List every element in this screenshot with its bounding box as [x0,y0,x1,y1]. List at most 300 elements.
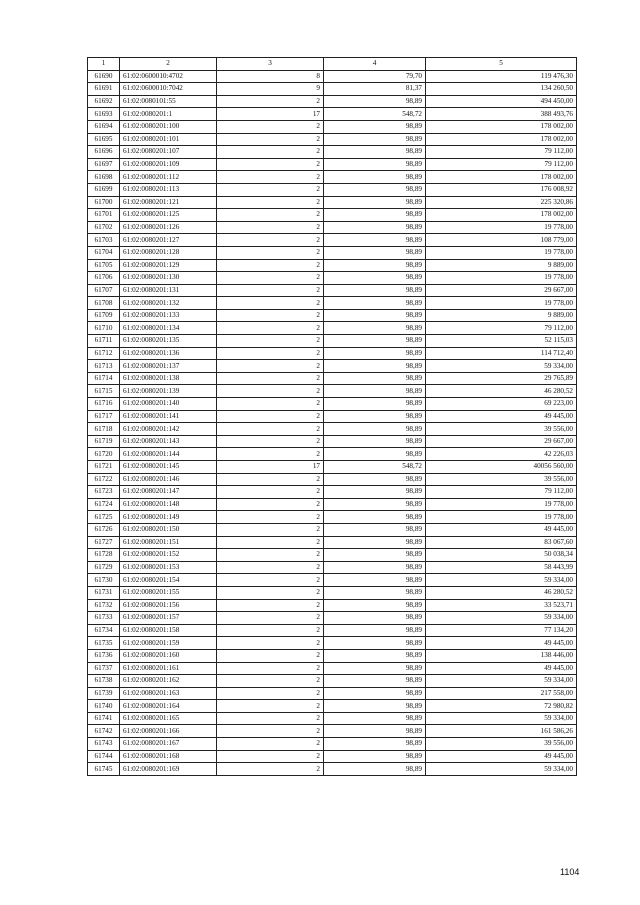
count-cell: 2 [217,649,324,662]
table-row [88,473,577,486]
value-cell: 39 556,00 [426,423,577,436]
table-row [88,95,577,108]
row-number-cell: 61698 [88,171,120,184]
value-cell: 176 008,92 [426,183,577,196]
row-number-cell: 61699 [88,183,120,196]
value-cell: 50 038,34 [426,549,577,562]
count-cell: 2 [217,599,324,612]
cadastral-number-cell: 61:02:0080201:146 [120,473,217,486]
table-row [88,246,577,259]
value-cell: 79 112,00 [426,322,577,335]
value-cell: 19 778,00 [426,246,577,259]
row-number-cell: 61719 [88,435,120,448]
cadastral-number-cell: 61:02:0080201:140 [120,398,217,411]
cadastral-number-cell: 61:02:0080201:142 [120,423,217,436]
value-cell: 39 556,00 [426,738,577,751]
row-number-cell: 61706 [88,272,120,285]
count-cell: 2 [217,700,324,713]
row-number-cell: 61710 [88,322,120,335]
cadastral-number-cell: 61:02:0080201:147 [120,486,217,499]
row-number-cell: 61714 [88,372,120,385]
area-cell: 98,89 [324,309,426,322]
cadastral-number-cell: 61:02:0080201:156 [120,599,217,612]
count-cell: 2 [217,523,324,536]
cadastral-number-cell: 61:02:0080201:152 [120,549,217,562]
count-cell: 2 [217,763,324,776]
count-cell: 17 [217,108,324,121]
row-number-cell: 61737 [88,662,120,675]
count-cell: 2 [217,637,324,650]
count-cell: 2 [217,297,324,310]
cadastral-number-cell: 61:02:0080201:154 [120,574,217,587]
cadastral-number-cell: 61:02:0080201:139 [120,385,217,398]
cadastral-number-cell: 61:02:0600010:7042 [120,83,217,96]
row-number-cell: 61690 [88,70,120,83]
row-number-cell: 61691 [88,83,120,96]
cadastral-number-cell: 61:02:0080201:167 [120,738,217,751]
area-cell: 548,72 [324,108,426,121]
row-number-cell: 61704 [88,246,120,259]
row-number-cell: 61707 [88,284,120,297]
count-cell: 2 [217,423,324,436]
value-cell: 59 334,00 [426,612,577,625]
row-number-cell: 61692 [88,95,120,108]
row-number-cell: 61742 [88,725,120,738]
area-cell: 98,89 [324,649,426,662]
area-cell: 98,89 [324,347,426,360]
area-cell: 98,89 [324,574,426,587]
row-number-cell: 61716 [88,398,120,411]
area-cell: 98,89 [324,297,426,310]
column-header-5: 5 [426,58,577,71]
row-number-cell: 61708 [88,297,120,310]
table-row [88,461,577,474]
table-row [88,410,577,423]
value-cell: 29 765,89 [426,372,577,385]
count-cell: 2 [217,284,324,297]
cadastral-number-cell: 61:02:0080201:132 [120,297,217,310]
row-number-cell: 61740 [88,700,120,713]
area-cell: 98,89 [324,662,426,675]
table-row [88,536,577,549]
row-number-cell: 61743 [88,738,120,751]
count-cell: 2 [217,146,324,159]
value-cell: 217 558,00 [426,687,577,700]
cadastral-number-cell: 61:02:0080201:138 [120,372,217,385]
value-cell: 19 778,00 [426,498,577,511]
row-number-cell: 61697 [88,158,120,171]
table-row [88,662,577,675]
count-cell: 2 [217,750,324,763]
page-number: 1104 [560,867,580,877]
value-cell: 40056 560,00 [426,461,577,474]
value-cell: 58 443,99 [426,561,577,574]
cadastral-number-cell: 61:02:0080201:121 [120,196,217,209]
row-number-cell: 61745 [88,763,120,776]
area-cell: 98,89 [324,221,426,234]
count-cell: 2 [217,624,324,637]
table-row [88,599,577,612]
value-cell: 59 334,00 [426,763,577,776]
table-row [88,284,577,297]
table-row [88,763,577,776]
area-cell: 98,89 [324,272,426,285]
cadastral-number-cell: 61:02:0080201:166 [120,725,217,738]
table-row [88,675,577,688]
cadastral-number-cell: 61:02:0080201:133 [120,309,217,322]
table-row [88,70,577,83]
area-cell: 98,89 [324,536,426,549]
cadastral-number-cell: 61:02:0080201:151 [120,536,217,549]
cadastral-number-cell: 61:02:0080201:148 [120,498,217,511]
table-row [88,738,577,751]
value-cell: 134 260,50 [426,83,577,96]
table-row [88,498,577,511]
cadastral-number-cell: 61:02:0080201:159 [120,637,217,650]
count-cell: 2 [217,549,324,562]
count-cell: 2 [217,133,324,146]
count-cell: 2 [217,612,324,625]
cadastral-number-cell: 61:02:0080201:153 [120,561,217,574]
value-cell: 79 112,00 [426,146,577,159]
table-row [88,561,577,574]
count-cell: 2 [217,309,324,322]
area-cell: 98,89 [324,95,426,108]
cadastral-number-cell: 61:02:0080201:134 [120,322,217,335]
row-number-cell: 61726 [88,523,120,536]
table-row [88,624,577,637]
value-cell: 33 523,71 [426,599,577,612]
cadastral-number-cell: 61:02:0080201:130 [120,272,217,285]
count-cell: 2 [217,196,324,209]
area-cell: 98,89 [324,612,426,625]
count-cell: 2 [217,687,324,700]
value-cell: 49 445,00 [426,662,577,675]
value-cell: 46 280,52 [426,586,577,599]
count-cell: 2 [217,498,324,511]
value-cell: 59 334,00 [426,574,577,587]
area-cell: 98,89 [324,448,426,461]
value-cell: 225 320,86 [426,196,577,209]
area-cell: 98,89 [324,234,426,247]
value-cell: 178 002,00 [426,209,577,222]
table-row [88,133,577,146]
value-cell: 19 778,00 [426,221,577,234]
value-cell: 83 067,60 [426,536,577,549]
row-number-cell: 61744 [88,750,120,763]
count-cell: 2 [217,335,324,348]
table-row [88,183,577,196]
count-cell: 2 [217,398,324,411]
row-number-cell: 61711 [88,335,120,348]
cadastral-number-cell: 61:02:0080201:112 [120,171,217,184]
cadastral-number-cell: 61:02:0080201:127 [120,234,217,247]
row-number-cell: 61693 [88,108,120,121]
row-number-cell: 61725 [88,511,120,524]
row-number-cell: 61695 [88,133,120,146]
count-cell: 2 [217,246,324,259]
area-cell: 98,89 [324,410,426,423]
area-cell: 98,89 [324,523,426,536]
value-cell: 119 476,30 [426,70,577,83]
count-cell: 2 [217,209,324,222]
table-row [88,259,577,272]
value-cell: 178 002,00 [426,133,577,146]
area-cell: 98,89 [324,624,426,637]
row-number-cell: 61715 [88,385,120,398]
count-cell: 2 [217,183,324,196]
area-cell: 81,37 [324,83,426,96]
area-cell: 98,89 [324,372,426,385]
value-cell: 39 556,00 [426,473,577,486]
row-number-cell: 61735 [88,637,120,650]
value-cell: 59 334,00 [426,360,577,373]
table-body [88,70,577,775]
table-row [88,360,577,373]
row-number-cell: 61705 [88,259,120,272]
table-row [88,272,577,285]
cadastral-number-cell: 61:02:0080201:144 [120,448,217,461]
count-cell: 17 [217,461,324,474]
area-cell: 98,89 [324,511,426,524]
value-cell: 9 889,00 [426,259,577,272]
value-cell: 19 778,00 [426,511,577,524]
table-row [88,83,577,96]
table-row [88,171,577,184]
area-cell: 98,89 [324,259,426,272]
table-row [88,398,577,411]
header-row [88,58,577,71]
count-cell: 2 [217,322,324,335]
value-cell: 49 445,00 [426,750,577,763]
table-row [88,234,577,247]
value-cell: 59 334,00 [426,675,577,688]
column-header-3: 3 [217,58,324,71]
row-number-cell: 61724 [88,498,120,511]
value-cell: 29 667,00 [426,284,577,297]
cadastral-number-cell: 61:02:0080201:164 [120,700,217,713]
cadastral-number-cell: 61:02:0080201:136 [120,347,217,360]
value-cell: 161 586,26 [426,725,577,738]
row-number-cell: 61709 [88,309,120,322]
column-header-2: 2 [120,58,217,71]
area-cell: 98,89 [324,385,426,398]
area-cell: 98,89 [324,486,426,499]
area-cell: 98,89 [324,586,426,599]
table-row [88,209,577,222]
cadastral-number-cell: 61:02:0080201:168 [120,750,217,763]
cadastral-number-cell: 61:02:0080201:141 [120,410,217,423]
area-cell: 98,89 [324,700,426,713]
row-number-cell: 61731 [88,586,120,599]
count-cell: 2 [217,435,324,448]
row-number-cell: 61712 [88,347,120,360]
cadastral-number-cell: 61:02:0080201:149 [120,511,217,524]
row-number-cell: 61739 [88,687,120,700]
area-cell: 98,89 [324,599,426,612]
table-row [88,448,577,461]
cadastral-number-cell: 61:02:0080201:150 [120,523,217,536]
value-cell: 49 445,00 [426,410,577,423]
table-row [88,712,577,725]
cadastral-number-cell: 61:02:0080201:101 [120,133,217,146]
area-cell: 98,89 [324,284,426,297]
table-row [88,523,577,536]
count-cell: 2 [217,662,324,675]
value-cell: 494 450,00 [426,95,577,108]
value-cell: 19 778,00 [426,272,577,285]
cadastral-number-cell: 61:02:0080201:100 [120,120,217,133]
row-number-cell: 61727 [88,536,120,549]
table-row [88,372,577,385]
cadastral-number-cell: 61:02:0080201:107 [120,146,217,159]
row-number-cell: 61713 [88,360,120,373]
cadastral-number-cell: 61:02:0080201:145 [120,461,217,474]
value-cell: 178 002,00 [426,120,577,133]
cadastral-number-cell: 61:02:0080201:162 [120,675,217,688]
cadastral-number-cell: 61:02:0080201:157 [120,612,217,625]
area-cell: 98,89 [324,712,426,725]
table-row [88,649,577,662]
row-number-cell: 61717 [88,410,120,423]
row-number-cell: 61738 [88,675,120,688]
column-header-1: 1 [88,58,120,71]
table-row [88,687,577,700]
area-cell: 98,89 [324,738,426,751]
count-cell: 2 [217,385,324,398]
count-cell: 2 [217,360,324,373]
value-cell: 19 778,00 [426,297,577,310]
value-cell: 29 667,00 [426,435,577,448]
row-number-cell: 61696 [88,146,120,159]
value-cell: 178 002,00 [426,171,577,184]
table-row [88,322,577,335]
value-cell: 69 223,00 [426,398,577,411]
area-cell: 548,72 [324,461,426,474]
row-number-cell: 61722 [88,473,120,486]
cadastral-number-cell: 61:02:0080201:160 [120,649,217,662]
row-number-cell: 61720 [88,448,120,461]
row-number-cell: 61736 [88,649,120,662]
table-row [88,347,577,360]
table-row [88,511,577,524]
cadastral-number-cell: 61:02:0080201:161 [120,662,217,675]
count-cell: 2 [217,120,324,133]
cadastral-number-cell: 61:02:0080201:165 [120,712,217,725]
area-cell: 98,89 [324,637,426,650]
table-row [88,574,577,587]
row-number-cell: 61701 [88,209,120,222]
cadastral-number-cell: 61:02:0080201:113 [120,183,217,196]
cadastral-number-cell: 61:02:0080201:158 [120,624,217,637]
area-cell: 98,89 [324,120,426,133]
count-cell: 2 [217,486,324,499]
table-row [88,146,577,159]
row-number-cell: 61734 [88,624,120,637]
row-number-cell: 61723 [88,486,120,499]
table-row [88,335,577,348]
row-number-cell: 61729 [88,561,120,574]
cadastral-number-cell: 61:02:0080201:131 [120,284,217,297]
table-row [88,120,577,133]
table-row [88,549,577,562]
count-cell: 2 [217,410,324,423]
row-number-cell: 61741 [88,712,120,725]
table-row [88,309,577,322]
cadastral-number-cell: 61:02:0080201:143 [120,435,217,448]
value-cell: 79 112,00 [426,158,577,171]
row-number-cell: 61702 [88,221,120,234]
row-number-cell: 61732 [88,599,120,612]
cadastral-number-cell: 61:02:0080201:137 [120,360,217,373]
area-cell: 98,89 [324,209,426,222]
area-cell: 79,70 [324,70,426,83]
table-row [88,700,577,713]
area-cell: 98,89 [324,549,426,562]
cadastral-number-cell: 61:02:0080201:155 [120,586,217,599]
area-cell: 98,89 [324,360,426,373]
count-cell: 2 [217,574,324,587]
area-cell: 98,89 [324,398,426,411]
row-number-cell: 61700 [88,196,120,209]
table-row [88,637,577,650]
area-cell: 98,89 [324,423,426,436]
count-cell: 2 [217,272,324,285]
cadastral-number-cell: 61:02:0080101:55 [120,95,217,108]
cadastral-number-cell: 61:02:0080201:135 [120,335,217,348]
value-cell: 72 980,82 [426,700,577,713]
row-number-cell: 61718 [88,423,120,436]
count-cell: 2 [217,95,324,108]
table-row [88,612,577,625]
count-cell: 2 [217,259,324,272]
count-cell: 2 [217,158,324,171]
table-row [88,108,577,121]
row-number-cell: 61733 [88,612,120,625]
count-cell: 2 [217,738,324,751]
area-cell: 98,89 [324,675,426,688]
value-cell: 138 446,00 [426,649,577,662]
area-cell: 98,89 [324,171,426,184]
area-cell: 98,89 [324,725,426,738]
table-row [88,158,577,171]
count-cell: 2 [217,347,324,360]
cadastral-number-cell: 61:02:0080201:126 [120,221,217,234]
count-cell: 2 [217,473,324,486]
area-cell: 98,89 [324,133,426,146]
value-cell: 9 889,00 [426,309,577,322]
count-cell: 2 [217,372,324,385]
area-cell: 98,89 [324,196,426,209]
value-cell: 46 280,52 [426,385,577,398]
cadastral-number-cell: 61:02:0080201:129 [120,259,217,272]
table-row [88,423,577,436]
table-row [88,486,577,499]
cadastral-number-cell: 61:02:0080201:128 [120,246,217,259]
count-cell: 2 [217,511,324,524]
area-cell: 98,89 [324,473,426,486]
value-cell: 79 112,00 [426,486,577,499]
area-cell: 98,89 [324,763,426,776]
area-cell: 98,89 [324,183,426,196]
value-cell: 52 115,03 [426,335,577,348]
area-cell: 98,89 [324,561,426,574]
count-cell: 2 [217,448,324,461]
count-cell: 2 [217,712,324,725]
row-number-cell: 61728 [88,549,120,562]
count-cell: 2 [217,536,324,549]
table-row [88,196,577,209]
